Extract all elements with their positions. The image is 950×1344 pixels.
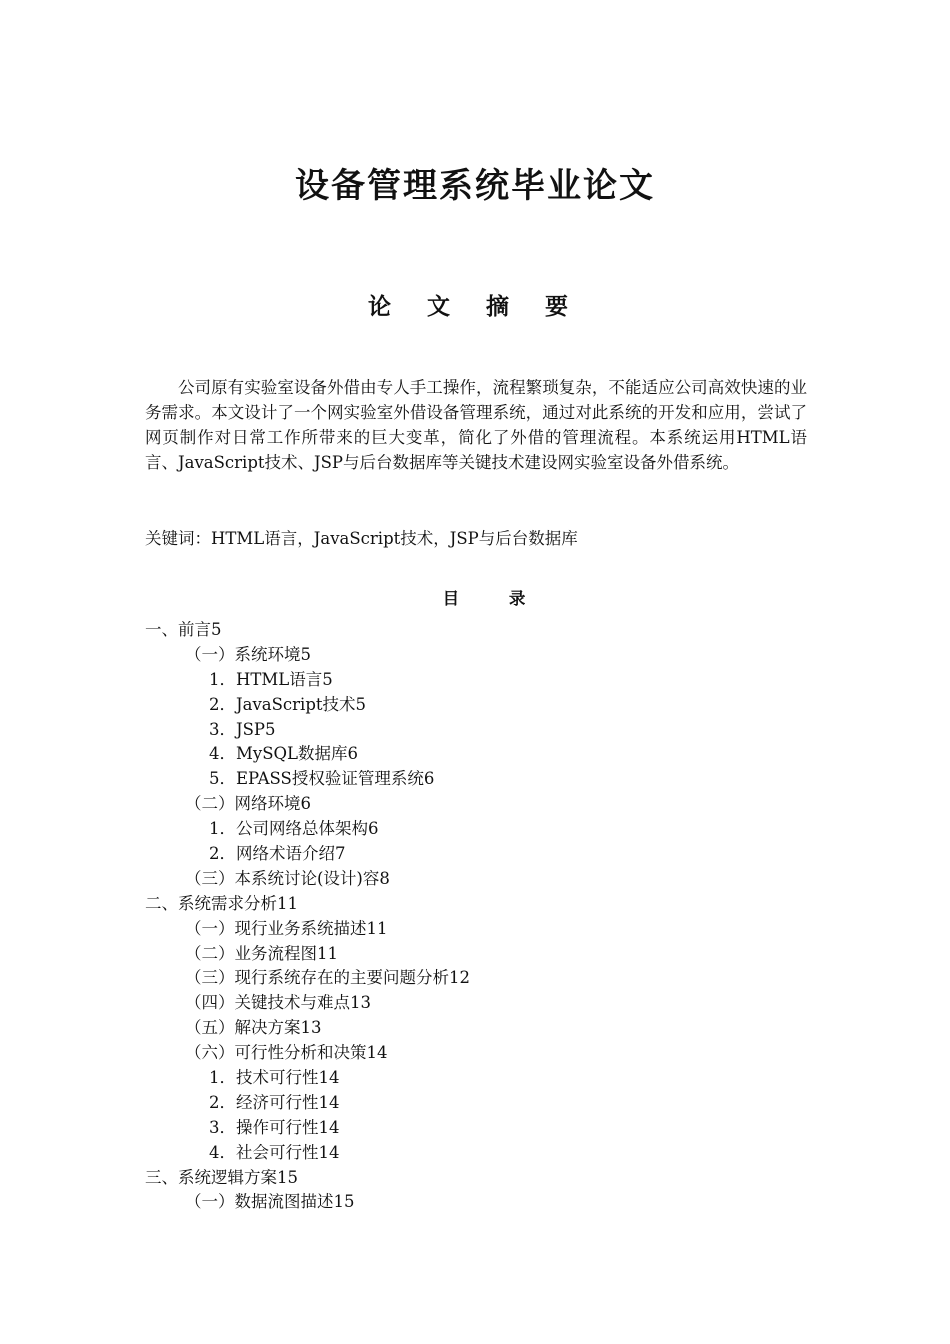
toc-entry[interactable]: （六）可行性分析和决策14 xyxy=(185,1043,388,1063)
toc-entry[interactable]: （四）关键技术与难点13 xyxy=(185,993,371,1013)
document-title: 设备管理系统毕业论文 xyxy=(295,166,655,206)
toc-entry[interactable]: （一）数据流图描述15 xyxy=(185,1192,355,1212)
keywords-line: 关键词：HTML语言，JavaScript技术，JSP与后台数据库 xyxy=(145,529,578,548)
toc-entry[interactable]: 1．技术可行性14 xyxy=(209,1068,340,1088)
toc-entry[interactable]: 1．公司网络总体架构6 xyxy=(209,819,379,839)
toc-entry[interactable]: 一、前言5 xyxy=(145,620,222,639)
abstract-heading: 论 文 摘 要 xyxy=(367,293,583,320)
toc-entry[interactable]: 三、系统逻辑方案15 xyxy=(145,1167,298,1187)
toc-entry[interactable]: 2．网络术语介绍7 xyxy=(209,844,346,864)
toc-entry[interactable]: （三）本系统讨论(设计)容8 xyxy=(185,868,390,888)
toc-entry[interactable]: 4．社会可行性14 xyxy=(209,1142,340,1162)
toc-entry[interactable]: 1．HTML语言5 xyxy=(209,669,333,689)
toc-entry[interactable]: （五）解决方案13 xyxy=(185,1018,322,1038)
toc-entry[interactable]: 二、系统需求分析11 xyxy=(145,893,298,913)
toc-entry[interactable]: （一）现行业务系统描述11 xyxy=(185,918,388,938)
table-of-contents xyxy=(145,618,807,1215)
toc-entry[interactable]: （三）现行系统存在的主要问题分析12 xyxy=(185,968,470,988)
toc-entry[interactable]: 5．EPASS授权验证管理系统6 xyxy=(209,769,435,789)
toc-entry[interactable]: 2．经济可行性14 xyxy=(209,1092,340,1112)
toc-entry[interactable]: （一）系统环境5 xyxy=(185,644,311,664)
toc-entry[interactable]: 2．JavaScript技术5 xyxy=(209,694,367,714)
toc-entry[interactable]: 4．MySQL数据库6 xyxy=(209,744,358,764)
abstract-paragraph: 公司原有实验室设备外借由专人手工操作，流程繁琐复杂，不能适应公司高效快速的业务需求。本文设计了一个网实验室外借设备管理系统，通过对此系统的开发和应用，尝试了网页制作对日常工作所带来的巨大变革，简化了外借的管理流程。本系统运用HTML语言、JavaScript技术、JSP与后台数据库等关键技术建设网实验室设备外借系统。 xyxy=(145,378,807,472)
toc-entry[interactable]: 3．JSP5 xyxy=(209,719,276,739)
toc-entry[interactable]: （二）业务流程图11 xyxy=(185,943,338,963)
toc-heading: 目 录 xyxy=(442,589,548,608)
toc-entry[interactable]: 3．操作可行性14 xyxy=(209,1117,340,1137)
toc-entry[interactable]: （二）网络环境6 xyxy=(185,794,311,814)
